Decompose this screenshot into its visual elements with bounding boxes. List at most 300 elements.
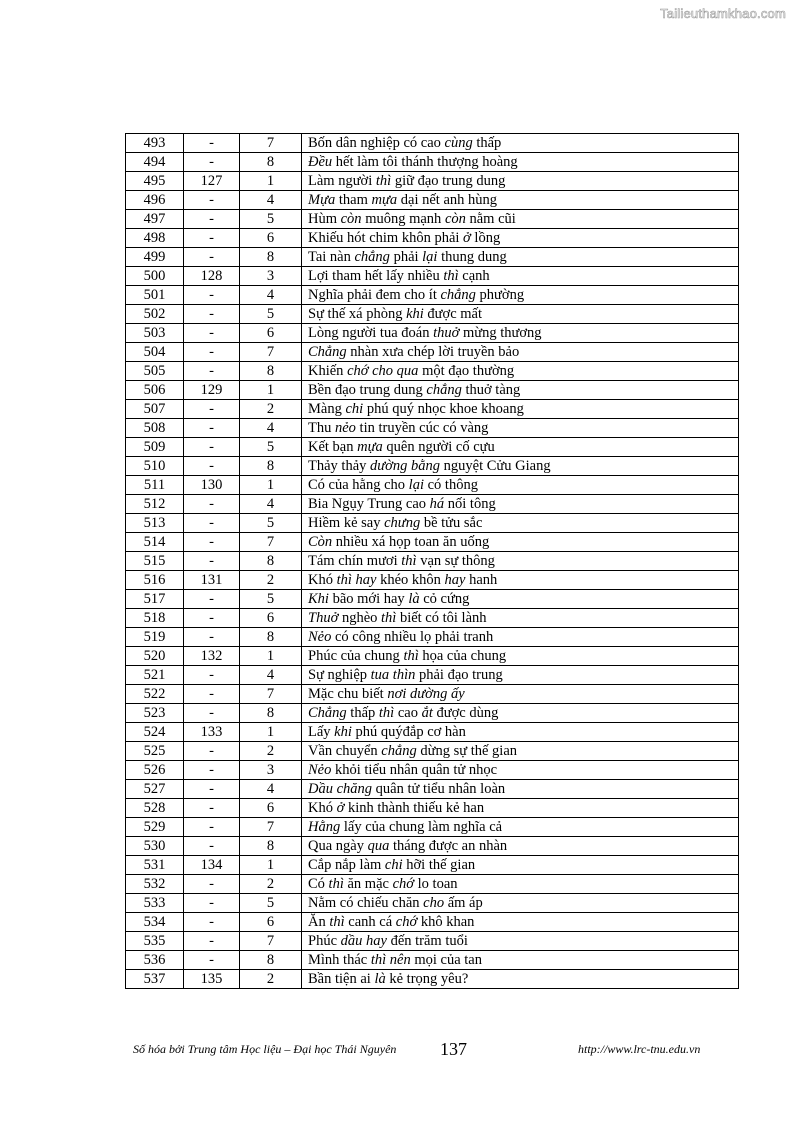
- verse-segment: Khó: [308, 572, 337, 588]
- verse-number-cell: 532: [126, 875, 184, 894]
- verse-segment: nối tông: [444, 496, 496, 512]
- verse-segment: Màng: [308, 401, 346, 417]
- verse-segment: Ăn: [308, 914, 330, 930]
- line-ref-cell: 8: [240, 552, 302, 571]
- verse-table-body: [126, 134, 739, 989]
- table-row: [126, 533, 739, 552]
- page-ref-cell: -: [184, 438, 240, 457]
- page-ref-cell: -: [184, 457, 240, 476]
- verse-text-cell: [302, 210, 739, 229]
- page-ref-cell: -: [184, 153, 240, 172]
- line-ref-cell: 8: [240, 837, 302, 856]
- page-ref-cell: 130: [184, 476, 240, 495]
- verse-segment: đến trăm tuổi: [386, 933, 468, 949]
- verse-segment: hanh: [465, 572, 498, 588]
- table-row: [126, 210, 739, 229]
- line-ref-cell: 1: [240, 647, 302, 666]
- verse-emphasis: là: [374, 971, 386, 987]
- verse-number-cell: 508: [126, 419, 184, 438]
- page-ref-cell: -: [184, 324, 240, 343]
- verse-segment: Khiến: [308, 363, 348, 379]
- verse-segment: nhàn xưa chép lời truyền bảo: [346, 344, 520, 360]
- verse-segment: mừng thương: [459, 325, 542, 341]
- table-row: [126, 799, 739, 818]
- line-ref-cell: 4: [240, 286, 302, 305]
- verse-segment: Có: [308, 876, 329, 892]
- verse-number-cell: 498: [126, 229, 184, 248]
- verse-text-cell: [302, 837, 739, 856]
- verse-number-cell: 496: [126, 191, 184, 210]
- verse-number-cell: 500: [126, 267, 184, 286]
- table-row: [126, 894, 739, 913]
- verse-segment: dại nết anh hùng: [397, 192, 498, 208]
- verse-emphasis: còn: [444, 211, 466, 227]
- line-ref-cell: 5: [240, 438, 302, 457]
- table-row: [126, 647, 739, 666]
- verse-text-cell: [302, 799, 739, 818]
- table-row: [126, 305, 739, 324]
- verse-emphasis: lại: [422, 249, 438, 265]
- verse-emphasis: thì nên: [370, 952, 411, 968]
- line-ref-cell: 7: [240, 533, 302, 552]
- page-ref-cell: -: [184, 609, 240, 628]
- verse-segment: thung dung: [437, 249, 507, 265]
- verse-text-cell: [302, 666, 739, 685]
- table-row: [126, 153, 739, 172]
- page-ref-cell: -: [184, 552, 240, 571]
- line-ref-cell: 2: [240, 571, 302, 590]
- page-ref-cell: -: [184, 400, 240, 419]
- page-ref-cell: -: [184, 875, 240, 894]
- verse-text-cell: [302, 932, 739, 951]
- page-ref-cell: 134: [184, 856, 240, 875]
- verse-segment: Làm người: [308, 173, 376, 189]
- verse-number-cell: 528: [126, 799, 184, 818]
- verse-segment: Bần tiện ai: [308, 971, 375, 987]
- verse-number-cell: 501: [126, 286, 184, 305]
- verse-segment: ăn mặc: [343, 876, 393, 892]
- verse-emphasis: dầu hay: [340, 933, 387, 949]
- verse-number-cell: 503: [126, 324, 184, 343]
- verse-segment: Nằm có chiếu chăn: [308, 895, 424, 911]
- verse-emphasis: hay: [444, 572, 466, 588]
- verse-emphasis: là: [408, 591, 420, 607]
- verse-segment: cao: [394, 705, 422, 721]
- verse-emphasis: mựa: [371, 192, 398, 208]
- page-ref-cell: -: [184, 229, 240, 248]
- verse-segment: muông mạnh: [361, 211, 445, 227]
- verse-segment: quên người cố cựu: [382, 439, 495, 455]
- verse-segment: khéo khôn: [376, 572, 445, 588]
- page-ref-cell: 128: [184, 267, 240, 286]
- line-ref-cell: 8: [240, 951, 302, 970]
- verse-table: [125, 133, 739, 989]
- line-ref-cell: 8: [240, 628, 302, 647]
- verse-segment: được mất: [423, 306, 483, 322]
- verse-text-cell: [302, 343, 739, 362]
- verse-emphasis: Mựa: [308, 192, 336, 208]
- verse-emphasis: Đều: [308, 154, 333, 170]
- table-row: [126, 324, 739, 343]
- page-ref-cell: 133: [184, 723, 240, 742]
- page-ref-cell: -: [184, 419, 240, 438]
- verse-text-cell: [302, 457, 739, 476]
- table-row: [126, 267, 739, 286]
- verse-text-cell: [302, 951, 739, 970]
- verse-segment: thấp: [346, 705, 379, 721]
- verse-segment: Bia Ngụy Trung cao: [308, 496, 430, 512]
- line-ref-cell: 3: [240, 267, 302, 286]
- verse-text-cell: [302, 590, 739, 609]
- line-ref-cell: 5: [240, 210, 302, 229]
- verse-text-cell: [302, 362, 739, 381]
- verse-text-cell: [302, 153, 739, 172]
- verse-text-cell: [302, 495, 739, 514]
- verse-segment: Sự nghiệp: [308, 667, 371, 683]
- verse-text-cell: [302, 476, 739, 495]
- verse-segment: tháng được an nhàn: [389, 838, 508, 854]
- page-ref-cell: -: [184, 818, 240, 837]
- verse-text-cell: [302, 818, 739, 837]
- verse-number-cell: 530: [126, 837, 184, 856]
- verse-segment: biết có tôi lành: [396, 610, 487, 626]
- verse-segment: thuở tàng: [461, 382, 521, 398]
- line-ref-cell: 7: [240, 818, 302, 837]
- line-ref-cell: 4: [240, 666, 302, 685]
- verse-emphasis: cho: [423, 895, 445, 911]
- line-ref-cell: 3: [240, 761, 302, 780]
- verse-emphasis: há: [429, 496, 445, 512]
- line-ref-cell: 6: [240, 609, 302, 628]
- verse-segment: có thông: [423, 477, 478, 493]
- table-row: [126, 134, 739, 153]
- verse-segment: dừng sự thế gian: [416, 743, 518, 759]
- verse-text-cell: [302, 609, 739, 628]
- verse-emphasis: dường bằng: [370, 458, 441, 474]
- verse-segment: tin truyền cúc có vàng: [355, 420, 489, 436]
- table-row: [126, 666, 739, 685]
- verse-segment: Bền đạo trung dung: [308, 382, 427, 398]
- verse-segment: Thu: [308, 420, 335, 436]
- verse-segment: Hiềm kẻ say: [308, 515, 385, 531]
- verse-segment: lấy của chung làm nghĩa cả: [340, 819, 503, 835]
- verse-segment: nghèo: [338, 610, 381, 626]
- line-ref-cell: 8: [240, 704, 302, 723]
- verse-segment: cỏ cứng: [419, 591, 470, 607]
- verse-emphasis: thì: [328, 876, 344, 892]
- page-ref-cell: -: [184, 761, 240, 780]
- line-ref-cell: 1: [240, 381, 302, 400]
- verse-segment: Nghĩa phải đem cho ít: [308, 287, 441, 303]
- verse-number-cell: 529: [126, 818, 184, 837]
- verse-number-cell: 514: [126, 533, 184, 552]
- verse-number-cell: 522: [126, 685, 184, 704]
- table-row: [126, 590, 739, 609]
- verse-emphasis: chẳng: [440, 287, 476, 303]
- line-ref-cell: 4: [240, 495, 302, 514]
- line-ref-cell: 2: [240, 875, 302, 894]
- page-ref-cell: 132: [184, 647, 240, 666]
- verse-text-cell: [302, 571, 739, 590]
- verse-number-cell: 511: [126, 476, 184, 495]
- line-ref-cell: 8: [240, 248, 302, 267]
- verse-text-cell: [302, 267, 739, 286]
- page-ref-cell: -: [184, 210, 240, 229]
- table-row: [126, 609, 739, 628]
- page-ref-cell: -: [184, 780, 240, 799]
- line-ref-cell: 7: [240, 343, 302, 362]
- page-number: 137: [440, 1039, 467, 1059]
- verse-number-cell: 515: [126, 552, 184, 571]
- verse-emphasis: thì hay: [336, 572, 377, 588]
- verse-segment: Phúc của chung: [308, 648, 404, 664]
- verse-segment: Hùm: [308, 211, 341, 227]
- verse-segment: được dùng: [432, 705, 499, 721]
- table-row: [126, 723, 739, 742]
- verse-text-cell: [302, 514, 739, 533]
- verse-emphasis: Nẻo: [308, 762, 332, 778]
- verse-number-cell: 518: [126, 609, 184, 628]
- page-ref-cell: -: [184, 362, 240, 381]
- line-ref-cell: 5: [240, 305, 302, 324]
- table-row: [126, 818, 739, 837]
- verse-emphasis: tua thìn: [370, 667, 416, 683]
- page-ref-cell: -: [184, 286, 240, 305]
- verse-segment: mọi của tan: [410, 952, 482, 968]
- verse-number-cell: 537: [126, 970, 184, 989]
- line-ref-cell: 2: [240, 742, 302, 761]
- verse-segment: canh cá: [344, 914, 396, 930]
- verse-emphasis: chẳng: [426, 382, 462, 398]
- verse-number-cell: 520: [126, 647, 184, 666]
- line-ref-cell: 8: [240, 153, 302, 172]
- verse-number-cell: 531: [126, 856, 184, 875]
- table-row: [126, 970, 739, 989]
- table-row: [126, 286, 739, 305]
- verse-text-cell: [302, 191, 739, 210]
- verse-segment: Có của hằng cho: [308, 477, 409, 493]
- table-row: [126, 248, 739, 267]
- page-ref-cell: -: [184, 191, 240, 210]
- verse-emphasis: chớ: [392, 876, 415, 892]
- verse-segment: phường: [475, 287, 525, 303]
- verse-text-cell: [302, 761, 739, 780]
- table-row: [126, 761, 739, 780]
- verse-emphasis: lại: [408, 477, 424, 493]
- verse-number-cell: 536: [126, 951, 184, 970]
- verse-emphasis: chi: [345, 401, 364, 417]
- verse-emphasis: thì: [381, 610, 397, 626]
- verse-text-cell: [302, 400, 739, 419]
- line-ref-cell: 5: [240, 590, 302, 609]
- page-ref-cell: 127: [184, 172, 240, 191]
- page-ref-cell: -: [184, 533, 240, 552]
- verse-text-cell: [302, 913, 739, 932]
- table-row: [126, 856, 739, 875]
- verse-emphasis: Còn: [308, 534, 333, 550]
- verse-segment: Mình thác: [308, 952, 371, 968]
- verse-text-cell: [302, 419, 739, 438]
- verse-segment: hết làm tôi thánh thượng hoàng: [332, 154, 518, 170]
- footer-url: http://www.lrc-tnu.edu.vn: [578, 1042, 701, 1056]
- verse-emphasis: thì: [403, 648, 419, 664]
- verse-segment: Tai nàn: [308, 249, 355, 265]
- verse-emphasis: Thuở: [308, 610, 339, 626]
- line-ref-cell: 6: [240, 799, 302, 818]
- verse-segment: ấm áp: [444, 895, 483, 911]
- verse-segment: phải đạo trung: [415, 667, 503, 683]
- verse-segment: Vần chuyển: [308, 743, 382, 759]
- table-row: [126, 343, 739, 362]
- verse-emphasis: còn: [340, 211, 362, 227]
- verse-text-cell: [302, 552, 739, 571]
- table-row: [126, 704, 739, 723]
- verse-emphasis: Chẳng: [308, 344, 347, 360]
- table-row: [126, 742, 739, 761]
- page-ref-cell: -: [184, 799, 240, 818]
- verse-emphasis: cùng: [444, 135, 473, 151]
- verse-segment: nguyệt Cửu Giang: [440, 458, 551, 474]
- verse-emphasis: ở: [463, 230, 471, 246]
- line-ref-cell: 4: [240, 780, 302, 799]
- line-ref-cell: 6: [240, 913, 302, 932]
- verse-emphasis: chớ: [395, 914, 418, 930]
- verse-segment: khô khan: [417, 914, 475, 930]
- verse-emphasis: thì: [378, 705, 395, 721]
- line-ref-cell: 1: [240, 172, 302, 191]
- page-ref-cell: -: [184, 932, 240, 951]
- verse-emphasis: mựa: [357, 439, 383, 455]
- verse-text-cell: [302, 685, 739, 704]
- verse-emphasis: nẻo: [334, 420, 356, 436]
- verse-emphasis: Dầu chăng: [308, 781, 373, 797]
- verse-emphasis: Khi: [308, 591, 329, 607]
- page-ref-cell: -: [184, 685, 240, 704]
- line-ref-cell: 2: [240, 970, 302, 989]
- page-ref-cell: -: [184, 495, 240, 514]
- verse-segment: cạnh: [458, 268, 490, 284]
- verse-emphasis: chớ cho qua: [347, 363, 423, 379]
- line-ref-cell: 1: [240, 476, 302, 495]
- verse-number-cell: 516: [126, 571, 184, 590]
- verse-segment: bão mới hay: [328, 591, 409, 607]
- verse-number-cell: 526: [126, 761, 184, 780]
- verse-segment: một đạo thường: [422, 363, 515, 379]
- table-row: [126, 951, 739, 970]
- page-ref-cell: -: [184, 742, 240, 761]
- verse-number-cell: 525: [126, 742, 184, 761]
- verse-segment: quân tử tiểu nhân loàn: [372, 781, 506, 797]
- verse-emphasis: qua: [367, 838, 390, 854]
- verse-segment: Cắp nắp làm: [308, 857, 385, 873]
- table-row: [126, 571, 739, 590]
- verse-text-cell: [302, 894, 739, 913]
- verse-emphasis: chẳng: [381, 743, 417, 759]
- verse-segment: Mặc chu biết: [308, 686, 388, 702]
- table-row: [126, 552, 739, 571]
- verse-text-cell: [302, 381, 739, 400]
- verse-number-cell: 509: [126, 438, 184, 457]
- verse-number-cell: 527: [126, 780, 184, 799]
- verse-number-cell: 510: [126, 457, 184, 476]
- verse-text-cell: [302, 628, 739, 647]
- table-row: [126, 628, 739, 647]
- verse-emphasis: thì: [329, 914, 345, 930]
- verse-number-cell: 499: [126, 248, 184, 267]
- verse-number-cell: 534: [126, 913, 184, 932]
- page-ref-cell: -: [184, 248, 240, 267]
- table-row: [126, 191, 739, 210]
- line-ref-cell: 5: [240, 514, 302, 533]
- table-row: [126, 381, 739, 400]
- verse-emphasis: thì: [401, 553, 417, 569]
- verse-number-cell: 519: [126, 628, 184, 647]
- verse-text-cell: [302, 780, 739, 799]
- verse-emphasis: khi: [334, 724, 352, 740]
- verse-number-cell: 505: [126, 362, 184, 381]
- verse-number-cell: 495: [126, 172, 184, 191]
- verse-segment: Bốn dân nghiệp có cao: [308, 135, 445, 151]
- verse-emphasis: ắt: [421, 705, 433, 721]
- table-row: [126, 932, 739, 951]
- verse-emphasis: thì: [375, 173, 392, 189]
- verse-text-cell: [302, 438, 739, 457]
- table-row: [126, 875, 739, 894]
- line-ref-cell: 2: [240, 400, 302, 419]
- table-row: [126, 362, 739, 381]
- page-ref-cell: -: [184, 305, 240, 324]
- verse-number-cell: 523: [126, 704, 184, 723]
- verse-segment: nhiều xá họp toan ăn uống: [332, 534, 490, 550]
- watermark-text: Tailieuthamkhao.com: [660, 6, 786, 21]
- verse-emphasis: ở: [336, 800, 345, 816]
- verse-number-cell: 524: [126, 723, 184, 742]
- line-ref-cell: 4: [240, 191, 302, 210]
- line-ref-cell: 1: [240, 723, 302, 742]
- verse-segment: Tám chín mươi: [308, 553, 402, 569]
- verse-text-cell: [302, 704, 739, 723]
- verse-text-cell: [302, 305, 739, 324]
- page-ref-cell: -: [184, 704, 240, 723]
- verse-segment: Kết bạn: [308, 439, 358, 455]
- verse-emphasis: thuở: [433, 325, 460, 341]
- table-row: [126, 457, 739, 476]
- verse-number-cell: 502: [126, 305, 184, 324]
- verse-text-cell: [302, 134, 739, 153]
- verse-segment: kinh thành thiếu kẻ han: [344, 800, 485, 816]
- line-ref-cell: 6: [240, 229, 302, 248]
- line-ref-cell: 8: [240, 362, 302, 381]
- verse-emphasis: Nẻo: [308, 629, 332, 645]
- verse-segment: thấp: [472, 135, 502, 151]
- verse-number-cell: 535: [126, 932, 184, 951]
- verse-text-cell: [302, 742, 739, 761]
- verse-segment: Lòng người tua đoán: [308, 325, 434, 341]
- verse-emphasis: chưng: [384, 515, 421, 531]
- line-ref-cell: 8: [240, 457, 302, 476]
- verse-number-cell: 521: [126, 666, 184, 685]
- verse-number-cell: 506: [126, 381, 184, 400]
- page-ref-cell: -: [184, 894, 240, 913]
- verse-emphasis: Hằng: [308, 819, 341, 835]
- line-ref-cell: 5: [240, 894, 302, 913]
- page-ref-cell: -: [184, 590, 240, 609]
- verse-segment: bề tửu sắc: [420, 515, 483, 531]
- verse-segment: họa của chung: [418, 648, 507, 664]
- verse-number-cell: 504: [126, 343, 184, 362]
- table-row: [126, 400, 739, 419]
- verse-segment: lồng: [470, 230, 501, 246]
